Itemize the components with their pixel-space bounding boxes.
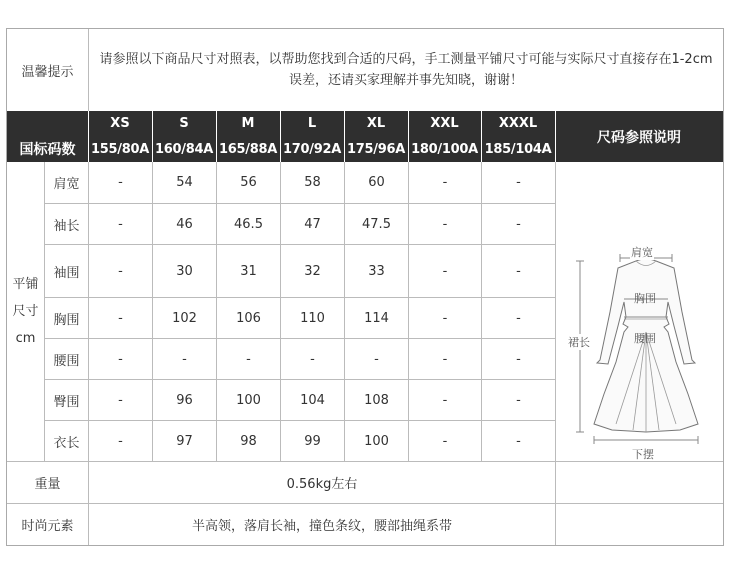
measure-value: - bbox=[408, 244, 481, 297]
weight-spacer bbox=[555, 461, 723, 503]
measure-value: - bbox=[88, 338, 152, 379]
intro-label: 温馨提示 bbox=[21, 64, 74, 80]
measure-value: - bbox=[216, 338, 280, 379]
size-header-5: XXL bbox=[430, 116, 459, 131]
measure-value: - bbox=[88, 420, 152, 461]
measure-value: 47.5 bbox=[344, 203, 408, 244]
measure-value: 114 bbox=[344, 297, 408, 338]
intro-text-box bbox=[88, 29, 723, 111]
standard-code-4: 175/96A bbox=[347, 141, 405, 157]
measure-value: - bbox=[88, 162, 152, 203]
measure-value: 33 bbox=[344, 244, 408, 297]
measure-value: 97 bbox=[152, 420, 216, 461]
header-separator bbox=[280, 111, 281, 162]
measure-value: - bbox=[408, 379, 481, 420]
size-header-6: XXXL bbox=[498, 116, 538, 131]
measure-value: 30 bbox=[152, 244, 216, 297]
weight-value: 0.56kg左右 bbox=[88, 461, 555, 503]
measure-value: 46.5 bbox=[216, 203, 280, 244]
standard-code-5: 180/100A bbox=[411, 141, 478, 157]
label-length: 裙长 bbox=[568, 336, 590, 349]
measure-value: 96 bbox=[152, 379, 216, 420]
measure-value: - bbox=[481, 244, 555, 297]
weight-label: 重量 bbox=[7, 461, 88, 503]
header-separator bbox=[481, 111, 482, 162]
measure-value: 31 bbox=[216, 244, 280, 297]
size-header-4: XL bbox=[366, 116, 386, 131]
measure-value: - bbox=[408, 203, 481, 244]
group-label-line-3: cm bbox=[15, 331, 36, 346]
guide-title: 尺码参照说明 bbox=[597, 129, 681, 146]
label-waist: 腰围 bbox=[634, 332, 656, 345]
measure-value: - bbox=[481, 338, 555, 379]
measure-value: 54 bbox=[152, 162, 216, 203]
measure-value: 100 bbox=[344, 420, 408, 461]
label-shoulder: 肩宽 bbox=[631, 246, 653, 259]
measure-value: - bbox=[88, 379, 152, 420]
measure-value: 102 bbox=[152, 297, 216, 338]
label-chest: 胸围 bbox=[634, 292, 656, 305]
measure-value: - bbox=[88, 297, 152, 338]
measure-value: 56 bbox=[216, 162, 280, 203]
measure-value: 108 bbox=[344, 379, 408, 420]
measure-value: - bbox=[88, 203, 152, 244]
measure-value: - bbox=[408, 338, 481, 379]
measure-value: 58 bbox=[280, 162, 344, 203]
group-label-line-2: 尺寸 bbox=[12, 304, 39, 319]
size-header-0: XS bbox=[110, 116, 130, 131]
standard-code-2: 165/88A bbox=[219, 141, 277, 157]
size-header-3: L bbox=[307, 116, 317, 131]
measure-value: - bbox=[481, 162, 555, 203]
measure-value: - bbox=[152, 338, 216, 379]
measure-value: 47 bbox=[280, 203, 344, 244]
header-separator bbox=[344, 111, 345, 162]
measure-value: 98 bbox=[216, 420, 280, 461]
header-separator bbox=[216, 111, 217, 162]
measure-name: 腰围 bbox=[44, 338, 88, 379]
dress-illustration bbox=[556, 162, 724, 461]
standard-code-3: 170/92A bbox=[283, 141, 341, 157]
intro-text: 请参照以下商品尺寸对照表，以帮助您找到合适的尺码，手工测量平铺尺寸可能与实际尺寸直接存在1-2cm误差，还请买家理解并事先知晓，谢谢！ bbox=[99, 52, 713, 88]
measure-name: 袖长 bbox=[44, 203, 88, 244]
measure-value: - bbox=[481, 203, 555, 244]
standard-code-1: 160/84A bbox=[155, 141, 213, 157]
measure-value: - bbox=[481, 420, 555, 461]
fashion-label: 时尚元素 bbox=[7, 503, 88, 545]
measure-value: 32 bbox=[280, 244, 344, 297]
measure-value: 100 bbox=[216, 379, 280, 420]
size-header-1: S bbox=[179, 116, 189, 131]
measure-group-label bbox=[7, 162, 44, 461]
fashion-spacer bbox=[555, 503, 723, 545]
measure-value: 106 bbox=[216, 297, 280, 338]
group-label-line-1: 平铺 bbox=[12, 277, 39, 292]
fashion-value: 半高领，落肩长袖，撞色条纹，腰部抽绳系带 bbox=[88, 503, 555, 545]
standard-code-0: 155/80A bbox=[91, 141, 149, 157]
measure-value: - bbox=[408, 297, 481, 338]
standard-code-6: 185/104A bbox=[484, 141, 552, 157]
garment-diagram bbox=[555, 162, 723, 461]
measure-value: 46 bbox=[152, 203, 216, 244]
measure-name: 衣长 bbox=[44, 420, 88, 461]
measure-value: - bbox=[408, 420, 481, 461]
measure-name: 肩宽 bbox=[44, 162, 88, 203]
measure-value: - bbox=[88, 244, 152, 297]
measure-value: - bbox=[408, 162, 481, 203]
measure-value: - bbox=[481, 379, 555, 420]
standard-label: 国标码数 bbox=[19, 142, 76, 158]
label-hem: 下摆 bbox=[632, 448, 654, 461]
measure-value: 110 bbox=[280, 297, 344, 338]
measure-name: 胸围 bbox=[44, 297, 88, 338]
measure-value: - bbox=[280, 338, 344, 379]
measure-value: 60 bbox=[344, 162, 408, 203]
header-separator bbox=[152, 111, 153, 162]
measure-name: 臀围 bbox=[44, 379, 88, 420]
measure-value: 104 bbox=[280, 379, 344, 420]
measure-name: 袖围 bbox=[44, 244, 88, 297]
measure-value: 99 bbox=[280, 420, 344, 461]
measure-value: - bbox=[481, 297, 555, 338]
size-header-2: M bbox=[241, 116, 255, 131]
header-separator bbox=[408, 111, 409, 162]
header-separator bbox=[88, 111, 89, 162]
measure-value: - bbox=[344, 338, 408, 379]
